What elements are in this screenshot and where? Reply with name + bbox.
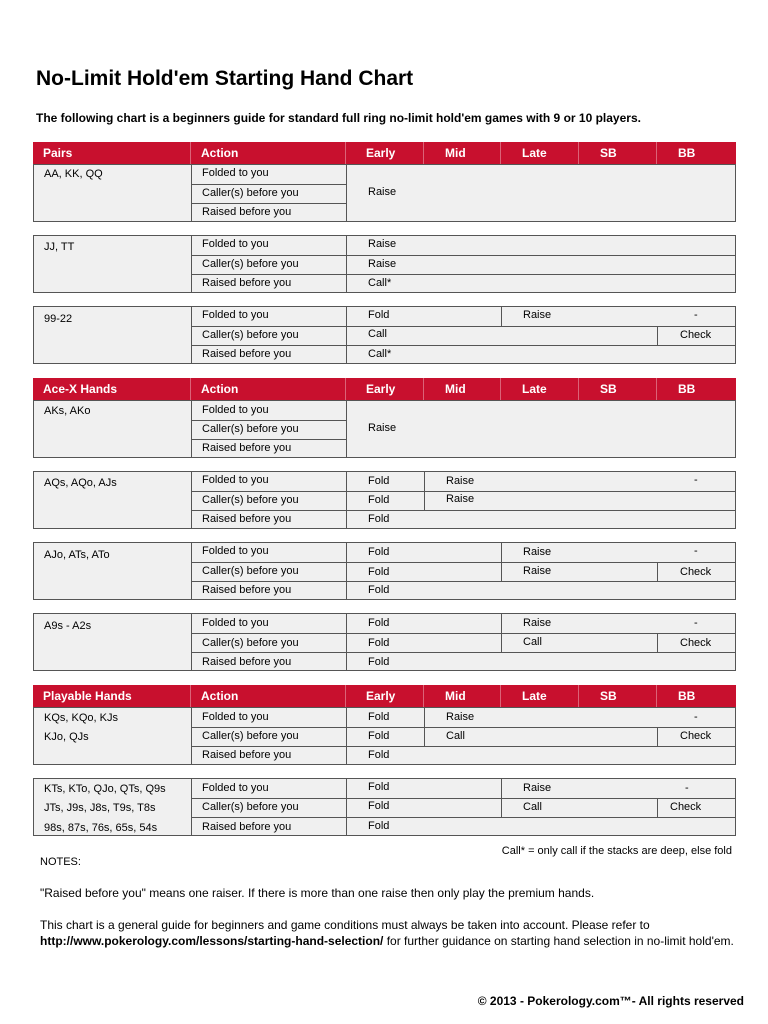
col-bb: BB bbox=[678, 146, 696, 160]
col-late: Late bbox=[522, 146, 547, 160]
cell-value: Call* bbox=[368, 348, 392, 360]
cell-value: Fold bbox=[368, 494, 390, 506]
call-star-footnote: Call* = only call if the stacks are deep, else fold bbox=[501, 845, 732, 857]
cell-value: Check bbox=[680, 637, 712, 649]
hand-group-aks-ako bbox=[33, 400, 736, 458]
cell-value: Call* bbox=[368, 277, 392, 289]
section-title: Pairs bbox=[43, 146, 73, 160]
note-text: for further guidance on starting hand selection in no-limit hold'em. bbox=[383, 934, 734, 948]
action-raised: Raised before you bbox=[202, 821, 292, 833]
action-raised: Raised before you bbox=[202, 513, 292, 525]
hand-group-kts bbox=[33, 778, 736, 836]
cell-value: Fold bbox=[368, 637, 390, 649]
hand-group-99-22 bbox=[33, 306, 736, 364]
col-early: Early bbox=[366, 689, 396, 703]
intro-text: The following chart is a beginners guide for standard full ring no-limit hold'em games with 9 or 10 players. bbox=[36, 111, 641, 125]
cell-value: Call bbox=[368, 328, 387, 340]
hand-list: KJo, QJs bbox=[44, 731, 89, 743]
cell-value: Fold bbox=[368, 820, 390, 832]
action-folded: Folded to you bbox=[202, 238, 269, 250]
action-raised: Raised before you bbox=[202, 584, 292, 596]
action-folded: Folded to you bbox=[202, 711, 269, 723]
cell-value: - bbox=[694, 309, 698, 321]
cell-value: - bbox=[694, 545, 698, 557]
notes-heading: NOTES: bbox=[40, 856, 81, 868]
section-header-playable bbox=[33, 685, 736, 707]
cell-value: Fold bbox=[368, 781, 390, 793]
hand-list: AA, KK, QQ bbox=[44, 168, 103, 180]
cell-value: Fold bbox=[368, 800, 390, 812]
action-raised: Raised before you bbox=[202, 656, 292, 668]
action-folded: Folded to you bbox=[202, 309, 269, 321]
cell-value: Raise bbox=[523, 782, 552, 794]
action-raised: Raised before you bbox=[202, 749, 292, 761]
hand-list: JTs, J9s, J8s, T9s, T8s bbox=[44, 802, 156, 814]
cell-value: Raise bbox=[446, 475, 475, 487]
action-callers: Caller(s) before you bbox=[202, 565, 299, 577]
col-early: Early bbox=[366, 382, 396, 396]
action-callers: Caller(s) before you bbox=[202, 494, 299, 506]
cell-value: Raise bbox=[446, 493, 475, 505]
action-folded: Folded to you bbox=[202, 617, 269, 629]
cell-value: Raise bbox=[368, 422, 397, 434]
col-late: Late bbox=[522, 382, 547, 396]
hand-list: JJ, TT bbox=[44, 241, 75, 253]
section-title: Ace-X Hands bbox=[43, 382, 118, 396]
page-title: No-Limit Hold'em Starting Hand Chart bbox=[36, 67, 414, 90]
hand-list: AJo, ATs, ATo bbox=[44, 549, 110, 561]
action-callers: Caller(s) before you bbox=[202, 637, 299, 649]
cell-value: - bbox=[694, 711, 698, 723]
cell-value: Check bbox=[680, 566, 712, 578]
action-folded: Folded to you bbox=[202, 474, 269, 486]
hand-group-a9s-a2s bbox=[33, 613, 736, 671]
cell-value: Fold bbox=[368, 711, 390, 723]
action-raised: Raised before you bbox=[202, 348, 292, 360]
section-header-ace-x bbox=[33, 378, 736, 400]
action-callers: Caller(s) before you bbox=[202, 329, 299, 341]
col-bb: BB bbox=[678, 689, 696, 703]
cell-value: Fold bbox=[368, 546, 390, 558]
cell-value: Fold bbox=[368, 475, 390, 487]
cell-value: Raise bbox=[446, 711, 475, 723]
cell-value: Fold bbox=[368, 584, 390, 596]
copyright: © 2013 - Pokerology.com™- All rights reserved bbox=[477, 994, 744, 1008]
section-title: Playable Hands bbox=[43, 689, 132, 703]
cell-value: Raise bbox=[523, 546, 552, 558]
cell-value: Fold bbox=[368, 617, 390, 629]
action-callers: Caller(s) before you bbox=[202, 730, 299, 742]
section-header-pairs bbox=[33, 142, 736, 164]
col-sb: SB bbox=[600, 382, 617, 396]
col-sb: SB bbox=[600, 146, 617, 160]
action-callers: Caller(s) before you bbox=[202, 801, 299, 813]
hand-list: KQs, KQo, KJs bbox=[44, 712, 118, 724]
action-folded: Folded to you bbox=[202, 404, 269, 416]
hand-list: 98s, 87s, 76s, 65s, 54s bbox=[44, 822, 158, 834]
col-action: Action bbox=[201, 689, 239, 703]
cell-value: Call bbox=[523, 801, 542, 813]
action-folded: Folded to you bbox=[202, 782, 269, 794]
col-mid: Mid bbox=[445, 689, 466, 703]
action-callers: Caller(s) before you bbox=[202, 423, 299, 435]
hand-group-ajo-ats-ato bbox=[33, 542, 736, 600]
cell-value: Fold bbox=[368, 566, 390, 578]
note-general-guide bbox=[40, 917, 740, 949]
hand-group-aqs-aqo-ajs bbox=[33, 471, 736, 529]
action-raised: Raised before you bbox=[202, 206, 292, 218]
col-late: Late bbox=[522, 689, 547, 703]
cell-value: Fold bbox=[368, 513, 390, 525]
hand-group-aa-kk-qq bbox=[33, 164, 736, 222]
hand-list: 99-22 bbox=[44, 313, 73, 325]
col-action: Action bbox=[201, 382, 239, 396]
hand-list: A9s - A2s bbox=[44, 620, 92, 632]
cell-value: - bbox=[694, 474, 698, 486]
cell-value: Raise bbox=[523, 617, 552, 629]
cell-value: Raise bbox=[523, 309, 552, 321]
cell-value: - bbox=[694, 617, 698, 629]
cell-value: Check bbox=[680, 730, 712, 742]
cell-value: Fold bbox=[368, 309, 390, 321]
action-callers: Caller(s) before you bbox=[202, 258, 299, 270]
col-sb: SB bbox=[600, 689, 617, 703]
col-bb: BB bbox=[678, 382, 696, 396]
hand-group-kqs bbox=[33, 707, 736, 765]
cell-value: Call bbox=[523, 636, 542, 648]
cell-value: Raise bbox=[368, 238, 397, 250]
action-callers: Caller(s) before you bbox=[202, 187, 299, 199]
col-action: Action bbox=[201, 146, 239, 160]
action-raised: Raised before you bbox=[202, 277, 292, 289]
note-raised-before-you: "Raised before you" means one raiser. If there is more than one raise then only play the premium hands. bbox=[40, 886, 595, 900]
hand-group-jj-tt bbox=[33, 235, 736, 293]
cell-value: Check bbox=[670, 801, 702, 813]
hand-list: AQs, AQo, AJs bbox=[44, 477, 117, 489]
col-mid: Mid bbox=[445, 146, 466, 160]
cell-value: Fold bbox=[368, 749, 390, 761]
action-folded: Folded to you bbox=[202, 167, 269, 179]
cell-value: - bbox=[685, 782, 689, 794]
col-mid: Mid bbox=[445, 382, 466, 396]
cell-value: Check bbox=[680, 329, 712, 341]
hand-list: KTs, KTo, QJo, QTs, Q9s bbox=[44, 783, 166, 795]
action-folded: Folded to you bbox=[202, 545, 269, 557]
cell-value: Fold bbox=[368, 656, 390, 668]
cell-value: Raise bbox=[368, 186, 397, 198]
cell-value: Fold bbox=[368, 730, 390, 742]
cell-value: Raise bbox=[523, 565, 552, 577]
col-early: Early bbox=[366, 146, 396, 160]
action-raised: Raised before you bbox=[202, 442, 292, 454]
hand-list: AKs, AKo bbox=[44, 405, 91, 417]
cell-value: Call bbox=[446, 730, 465, 742]
pokerology-link[interactable]: http://www.pokerology.com/lessons/starting-hand-selection/ bbox=[40, 934, 384, 948]
note-text: This chart is a general guide for beginners and game conditions must always be taken into account. Please refer to bbox=[40, 918, 650, 932]
cell-value: Raise bbox=[368, 258, 397, 270]
